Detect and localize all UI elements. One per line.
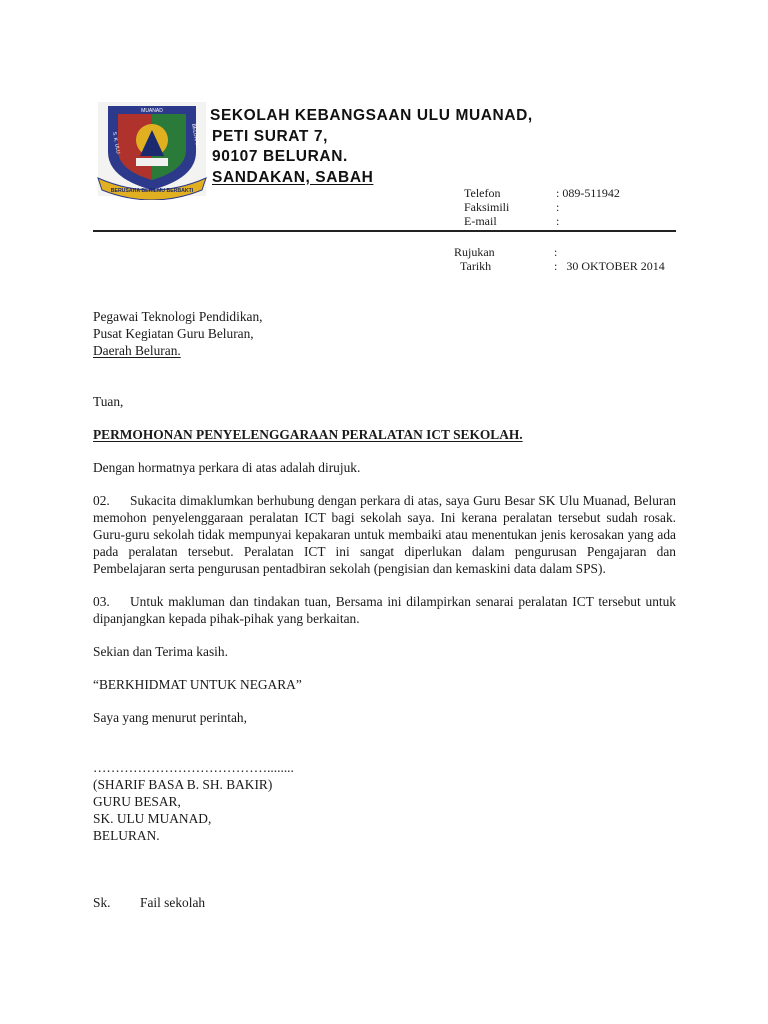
school-crest-logo — [96, 100, 208, 200]
reference-block — [454, 245, 665, 273]
contact-row-phone — [464, 186, 620, 200]
signature-line: …………………………………........ — [93, 760, 294, 775]
recipient-address — [93, 308, 676, 359]
paragraph-02 — [93, 492, 676, 577]
school-address-line-1: PETI SURAT 7, — [212, 127, 329, 145]
signatory-title: GURU BESAR, — [93, 794, 181, 809]
paragraph-03 — [93, 593, 676, 627]
recipient-line: Pusat Kegiatan Guru Beluran, — [93, 326, 254, 341]
recipient-line: Daerah Beluran. — [93, 343, 181, 358]
letter-subject: PERMOHONAN PENYELENGGARAAN PERALATAN ICT SEKOLAH. — [93, 427, 523, 442]
contact-block — [464, 186, 620, 228]
school-name: SEKOLAH KEBANGSAAN ULU MUANAD, — [210, 107, 533, 124]
contact-label: Telefon — [464, 186, 501, 200]
reference-row-rujukan — [454, 245, 665, 259]
paragraph-text: Sukacita dimaklumkan berhubung dengan perkara di atas, saya Guru Besar SK Ulu Muanad, Beluran memohon penyelenggaraan peralatan ICT bagi sekolah saya. Ini kerana peralatan tersebut sudah rosak. Guru-guru sekolah tidak mempunyai kepakaran untuk membaiki atau menentukan jenis kerosakan yang ada pada peralatan tersebut. Peralatan ICT ini sangat diperlukan dalam pengurusan Pengajaran dan Pembelajaran serta pengurusan pentadbiran sekolah (pengisian dan kemaskini data dalam SPS). — [93, 493, 676, 576]
signatory-place: BELURAN. — [93, 828, 160, 843]
contact-label: E-mail — [464, 214, 497, 228]
carbon-copy — [93, 894, 676, 911]
letter-body — [93, 308, 676, 911]
contact-value: : 089-511942 — [556, 186, 620, 200]
reference-row-tarikh — [454, 259, 665, 273]
recipient-line: Pegawai Teknologi Pendidikan, — [93, 309, 263, 324]
reference-value: : — [554, 245, 558, 259]
school-address-line-3: SANDAKAN, SABAH — [212, 168, 374, 186]
letterhead-divider — [93, 230, 676, 232]
crest-text-right: BELURAN — [190, 123, 201, 148]
paragraph-text: Untuk makluman dan tindakan tuan, Bersama ini dilampirkan senarai peralatan ICT tersebut untuk dipanjangkan kepada pihak-pihak yang berkaitan. — [93, 594, 676, 626]
salutation: Tuan, — [93, 394, 124, 409]
contact-row-fax — [464, 200, 620, 214]
signatory-school: SK. ULU MUANAD, — [93, 811, 212, 826]
contact-label: Faksimili — [464, 200, 510, 214]
contact-value: : — [556, 214, 560, 228]
signature-block — [93, 759, 676, 844]
school-letterhead — [210, 106, 533, 188]
reference-label: Rujukan — [454, 245, 495, 259]
crest-text-left: S. K. ULU — [111, 131, 121, 155]
paragraph-number: 03. — [93, 594, 110, 609]
reference-label: Tarikh — [460, 259, 492, 273]
crest-book — [136, 158, 168, 166]
contact-row-email — [464, 214, 620, 228]
opening-line: Dengan hormatnya perkara di atas adalah dirujuk. — [93, 460, 361, 475]
motto: “BERKHIDMAT UNTUK NEGARA” — [93, 677, 302, 692]
closing-line: Sekian dan Terima kasih. — [93, 644, 228, 659]
contact-value: : — [556, 200, 560, 214]
cc-value: Fail sekolah — [140, 895, 206, 910]
paragraph-number: 02. — [93, 493, 110, 508]
signatory-name: (SHARIF BASA B. SH. BAKIR) — [93, 777, 273, 792]
school-address-line-2: 90107 BELURAN. — [212, 148, 348, 165]
reference-value: : 30 OKTOBER 2014 — [554, 259, 665, 273]
cc-label: Sk. — [93, 895, 111, 910]
crest-ribbon-text: BERUSAHA BERILMU BERBAKTI — [110, 188, 194, 194]
sign-off: Saya yang menurut perintah, — [93, 710, 247, 725]
crest-text-top: MUANAD — [141, 108, 163, 114]
